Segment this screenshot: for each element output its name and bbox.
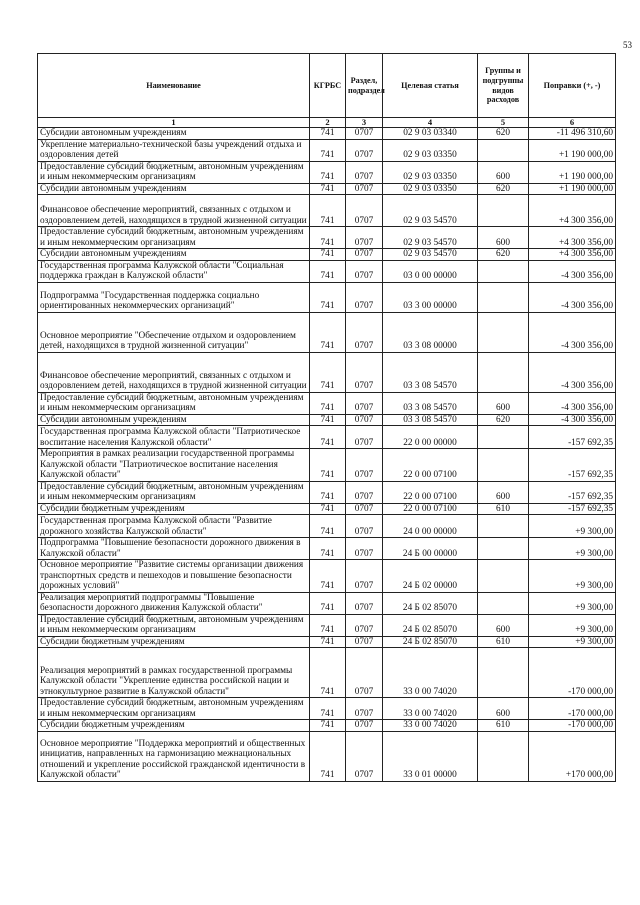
row-name: Субсидии бюджетным учреждениям xyxy=(38,636,310,648)
row-kgrbs: 741 xyxy=(310,481,346,503)
row-amount: -170 000,00 xyxy=(529,720,616,732)
row-kgrbs: 741 xyxy=(310,560,346,593)
row-target: 03 0 00 00000 xyxy=(383,260,478,282)
row-group xyxy=(478,139,529,161)
row-section: 0707 xyxy=(346,503,383,515)
row-name: Субсидии автономным учреждениям xyxy=(38,128,310,140)
row-target: 02 9 03 54570 xyxy=(383,227,478,249)
row-amount: +4 300 356,00 xyxy=(529,249,616,261)
row-target: 02 9 03 03350 xyxy=(383,139,478,161)
table-row xyxy=(38,260,616,282)
row-target: 22 0 00 07100 xyxy=(383,503,478,515)
row-target: 24 Б 02 85070 xyxy=(383,636,478,648)
row-name: Предоставление субсидий бюджетным, автономным учреждениям и иным некоммерческим организациям xyxy=(38,614,310,636)
row-kgrbs: 741 xyxy=(310,260,346,282)
row-section: 0707 xyxy=(346,183,383,195)
row-section: 0707 xyxy=(346,161,383,183)
row-amount: +9 300,00 xyxy=(529,614,616,636)
row-target: 03 3 08 54570 xyxy=(383,352,478,392)
row-name: Государственная программа Калужской области "Патриотическое воспитание населения Калужской области" xyxy=(38,426,310,449)
row-name: Государственная программа Калужской области "Социальная поддержка граждан в Калужской области" xyxy=(38,260,310,282)
row-amount: -4 300 356,00 xyxy=(529,392,616,414)
row-amount: +9 300,00 xyxy=(529,592,616,614)
row-group xyxy=(478,731,529,781)
row-name: Финансовое обеспечение мероприятий, связанных с отдыхом и оздоровлением детей, находящихся в трудной жизненной ситуации xyxy=(38,352,310,392)
table-row xyxy=(38,426,616,449)
table-row xyxy=(38,227,616,249)
row-amount: +9 300,00 xyxy=(529,636,616,648)
table-row xyxy=(38,515,616,538)
row-group: 600 xyxy=(478,481,529,503)
table-row xyxy=(38,195,616,227)
row-kgrbs: 741 xyxy=(310,183,346,195)
row-target: 22 0 00 07100 xyxy=(383,481,478,503)
row-amount: +1 190 000,00 xyxy=(529,139,616,161)
row-kgrbs: 741 xyxy=(310,592,346,614)
row-target: 24 Б 00 00000 xyxy=(383,538,478,560)
column-index-row xyxy=(38,118,616,128)
row-section: 0707 xyxy=(346,139,383,161)
row-name: Укрепление материально-технической базы учреждений отдыха и оздоровления детей xyxy=(38,139,310,161)
row-kgrbs: 741 xyxy=(310,414,346,426)
row-section: 0707 xyxy=(346,648,383,698)
row-amount: +4 300 356,00 xyxy=(529,227,616,249)
row-section: 0707 xyxy=(346,720,383,732)
row-name: Реализация мероприятий подпрограммы "Повышение безопасности дорожного движения Калужской области" xyxy=(38,592,310,614)
row-name: Финансовое обеспечение мероприятий, связанных с отдыхом и оздоровлением детей, находящихся в трудной жизненной ситуации xyxy=(38,195,310,227)
header-kgrbs: КГРБС xyxy=(310,54,346,118)
row-section: 0707 xyxy=(346,128,383,140)
table-row xyxy=(38,560,616,593)
row-kgrbs: 741 xyxy=(310,352,346,392)
row-section: 0707 xyxy=(346,312,383,352)
row-name: Государственная программа Калужской области "Развитие дорожного хозяйства Калужской области" xyxy=(38,515,310,538)
row-name: Основное мероприятие "Развитие системы организации движения транспортных средств и пешеходов и повышение безопасности дорожных условий" xyxy=(38,560,310,593)
row-section: 0707 xyxy=(346,636,383,648)
row-group: 620 xyxy=(478,183,529,195)
row-name: Основное мероприятие "Поддержка мероприятий и общественных инициатив, направленных на гармонизацию межнациональных отношений и укрепление российской гражданской идентичности в Калужской области" xyxy=(38,731,310,781)
row-section: 0707 xyxy=(346,614,383,636)
row-kgrbs: 741 xyxy=(310,392,346,414)
row-amount: +4 300 356,00 xyxy=(529,195,616,227)
row-group: 610 xyxy=(478,636,529,648)
row-section: 0707 xyxy=(346,560,383,593)
row-target: 02 9 03 54570 xyxy=(383,195,478,227)
row-target: 03 3 00 00000 xyxy=(383,282,478,312)
row-kgrbs: 741 xyxy=(310,538,346,560)
table-row xyxy=(38,183,616,195)
row-amount: +9 300,00 xyxy=(529,560,616,593)
row-kgrbs: 741 xyxy=(310,614,346,636)
row-target: 33 0 01 00000 xyxy=(383,731,478,781)
row-group xyxy=(478,449,529,482)
row-group xyxy=(478,515,529,538)
row-name: Субсидии автономным учреждениям xyxy=(38,249,310,261)
row-target: 02 9 03 03350 xyxy=(383,183,478,195)
row-target: 03 3 08 00000 xyxy=(383,312,478,352)
row-section: 0707 xyxy=(346,392,383,414)
row-group: 600 xyxy=(478,698,529,720)
header-target: Целевая статья xyxy=(383,54,478,118)
table-row xyxy=(38,481,616,503)
row-section: 0707 xyxy=(346,731,383,781)
row-amount: -11 496 310,60 xyxy=(529,128,616,140)
row-name: Мероприятия в рамках реализации государственной программы Калужской области "Патриотическое воспитание населения Калужской области" xyxy=(38,449,310,482)
table-row xyxy=(38,312,616,352)
row-amount: -4 300 356,00 xyxy=(529,282,616,312)
row-target: 22 0 00 07100 xyxy=(383,449,478,482)
row-kgrbs: 741 xyxy=(310,227,346,249)
row-amount: +9 300,00 xyxy=(529,538,616,560)
row-group: 620 xyxy=(478,128,529,140)
row-target: 33 0 00 74020 xyxy=(383,648,478,698)
row-kgrbs: 741 xyxy=(310,648,346,698)
row-group: 620 xyxy=(478,249,529,261)
row-group xyxy=(478,282,529,312)
row-group xyxy=(478,648,529,698)
row-group: 620 xyxy=(478,414,529,426)
table-row xyxy=(38,128,616,140)
row-amount: -4 300 356,00 xyxy=(529,352,616,392)
row-name: Субсидии автономным учреждениям xyxy=(38,183,310,195)
row-section: 0707 xyxy=(346,227,383,249)
table-row xyxy=(38,249,616,261)
row-target: 33 0 00 74020 xyxy=(383,698,478,720)
column-index: 2 xyxy=(310,118,346,128)
row-group: 600 xyxy=(478,614,529,636)
row-name: Реализация мероприятий в рамках государственной программы Калужской области "Укрепление единства российской нации и этнокультурное развитие в Калужской области" xyxy=(38,648,310,698)
row-amount: -157 692,35 xyxy=(529,449,616,482)
table-row xyxy=(38,503,616,515)
table-body xyxy=(38,128,616,782)
row-group xyxy=(478,195,529,227)
table-row xyxy=(38,592,616,614)
budget-amendments-table xyxy=(37,53,616,782)
table-row xyxy=(38,139,616,161)
row-amount: +170 000,00 xyxy=(529,731,616,781)
row-group: 600 xyxy=(478,227,529,249)
column-index: 5 xyxy=(478,118,529,128)
row-section: 0707 xyxy=(346,481,383,503)
row-amount: -157 692,35 xyxy=(529,503,616,515)
row-kgrbs: 741 xyxy=(310,503,346,515)
row-name: Предоставление субсидий бюджетным, автономным учреждениям и иным некоммерческим организациям xyxy=(38,161,310,183)
row-kgrbs: 741 xyxy=(310,282,346,312)
header-name: Наименование xyxy=(38,54,310,118)
row-section: 0707 xyxy=(346,515,383,538)
column-index: 6 xyxy=(529,118,616,128)
row-kgrbs: 741 xyxy=(310,426,346,449)
table-row xyxy=(38,636,616,648)
table-row xyxy=(38,698,616,720)
row-amount: +1 190 000,00 xyxy=(529,161,616,183)
row-amount: -157 692,35 xyxy=(529,481,616,503)
row-section: 0707 xyxy=(346,449,383,482)
table-row xyxy=(38,282,616,312)
row-target: 24 Б 02 85070 xyxy=(383,614,478,636)
table-row xyxy=(38,352,616,392)
row-target: 24 Б 02 85070 xyxy=(383,592,478,614)
row-group xyxy=(478,260,529,282)
row-group: 610 xyxy=(478,503,529,515)
table-row xyxy=(38,538,616,560)
column-index: 3 xyxy=(346,118,383,128)
row-name: Субсидии автономным учреждениям xyxy=(38,414,310,426)
row-group xyxy=(478,538,529,560)
row-section: 0707 xyxy=(346,538,383,560)
row-section: 0707 xyxy=(346,195,383,227)
row-name: Субсидии бюджетным учреждениям xyxy=(38,503,310,515)
header-group: Группы и подгруппы видов расходов xyxy=(478,54,529,118)
row-section: 0707 xyxy=(346,426,383,449)
row-target: 24 Б 02 00000 xyxy=(383,560,478,593)
page-number: 53 xyxy=(623,40,632,50)
row-amount: -4 300 356,00 xyxy=(529,414,616,426)
column-index: 4 xyxy=(383,118,478,128)
row-kgrbs: 741 xyxy=(310,731,346,781)
row-kgrbs: 741 xyxy=(310,161,346,183)
row-group: 600 xyxy=(478,392,529,414)
row-amount: -170 000,00 xyxy=(529,648,616,698)
row-section: 0707 xyxy=(346,352,383,392)
table-row xyxy=(38,648,616,698)
row-amount: +1 190 000,00 xyxy=(529,183,616,195)
row-group xyxy=(478,560,529,593)
row-group xyxy=(478,352,529,392)
row-amount: -157 692,35 xyxy=(529,426,616,449)
row-kgrbs: 741 xyxy=(310,128,346,140)
row-name: Предоставление субсидий бюджетным, автономным учреждениям и иным некоммерческим организациям xyxy=(38,227,310,249)
row-target: 02 9 03 54570 xyxy=(383,249,478,261)
row-amount: -4 300 356,00 xyxy=(529,312,616,352)
row-kgrbs: 741 xyxy=(310,249,346,261)
row-amount: -4 300 356,00 xyxy=(529,260,616,282)
row-target: 24 0 00 00000 xyxy=(383,515,478,538)
row-name: Подпрограмма "Повышение безопасности дорожного движения в Калужской области" xyxy=(38,538,310,560)
row-section: 0707 xyxy=(346,249,383,261)
row-target: 02 9 03 03350 xyxy=(383,161,478,183)
row-kgrbs: 741 xyxy=(310,449,346,482)
row-group xyxy=(478,426,529,449)
column-index: 1 xyxy=(38,118,310,128)
row-target: 22 0 00 00000 xyxy=(383,426,478,449)
row-group xyxy=(478,592,529,614)
row-target: 33 0 00 74020 xyxy=(383,720,478,732)
row-group xyxy=(478,312,529,352)
row-kgrbs: 741 xyxy=(310,636,346,648)
header-section: Раздел, подраздел xyxy=(346,54,383,118)
row-amount: +9 300,00 xyxy=(529,515,616,538)
row-target: 03 3 08 54570 xyxy=(383,414,478,426)
row-name: Предоставление субсидий бюджетным, автономным учреждениям и иным некоммерческим организациям xyxy=(38,392,310,414)
row-section: 0707 xyxy=(346,698,383,720)
row-target: 03 3 08 54570 xyxy=(383,392,478,414)
table-row xyxy=(38,392,616,414)
table-row xyxy=(38,449,616,482)
table-row xyxy=(38,614,616,636)
row-kgrbs: 741 xyxy=(310,312,346,352)
row-section: 0707 xyxy=(346,414,383,426)
table-header-row xyxy=(38,54,616,118)
row-section: 0707 xyxy=(346,282,383,312)
row-section: 0707 xyxy=(346,592,383,614)
table-row xyxy=(38,731,616,781)
row-name: Подпрограмма "Государственная поддержка социально ориентированных некоммерческих организаций" xyxy=(38,282,310,312)
row-name: Основное мероприятие "Обеспечение отдыхом и оздоровлением детей, находящихся в трудной жизненной ситуации" xyxy=(38,312,310,352)
row-kgrbs: 741 xyxy=(310,720,346,732)
row-kgrbs: 741 xyxy=(310,698,346,720)
row-kgrbs: 741 xyxy=(310,195,346,227)
row-kgrbs: 741 xyxy=(310,515,346,538)
table-row xyxy=(38,414,616,426)
table-row xyxy=(38,161,616,183)
row-name: Субсидии бюджетным учреждениям xyxy=(38,720,310,732)
row-amount: -170 000,00 xyxy=(529,698,616,720)
row-name: Предоставление субсидий бюджетным, автономным учреждениям и иным некоммерческим организациям xyxy=(38,698,310,720)
row-section: 0707 xyxy=(346,260,383,282)
table-row xyxy=(38,720,616,732)
row-name: Предоставление субсидий бюджетным, автономным учреждениям и иным некоммерческим организациям xyxy=(38,481,310,503)
row-target: 02 9 03 03340 xyxy=(383,128,478,140)
header-amount: Поправки (+, -) xyxy=(529,54,616,118)
row-kgrbs: 741 xyxy=(310,139,346,161)
row-group: 600 xyxy=(478,161,529,183)
row-group: 610 xyxy=(478,720,529,732)
